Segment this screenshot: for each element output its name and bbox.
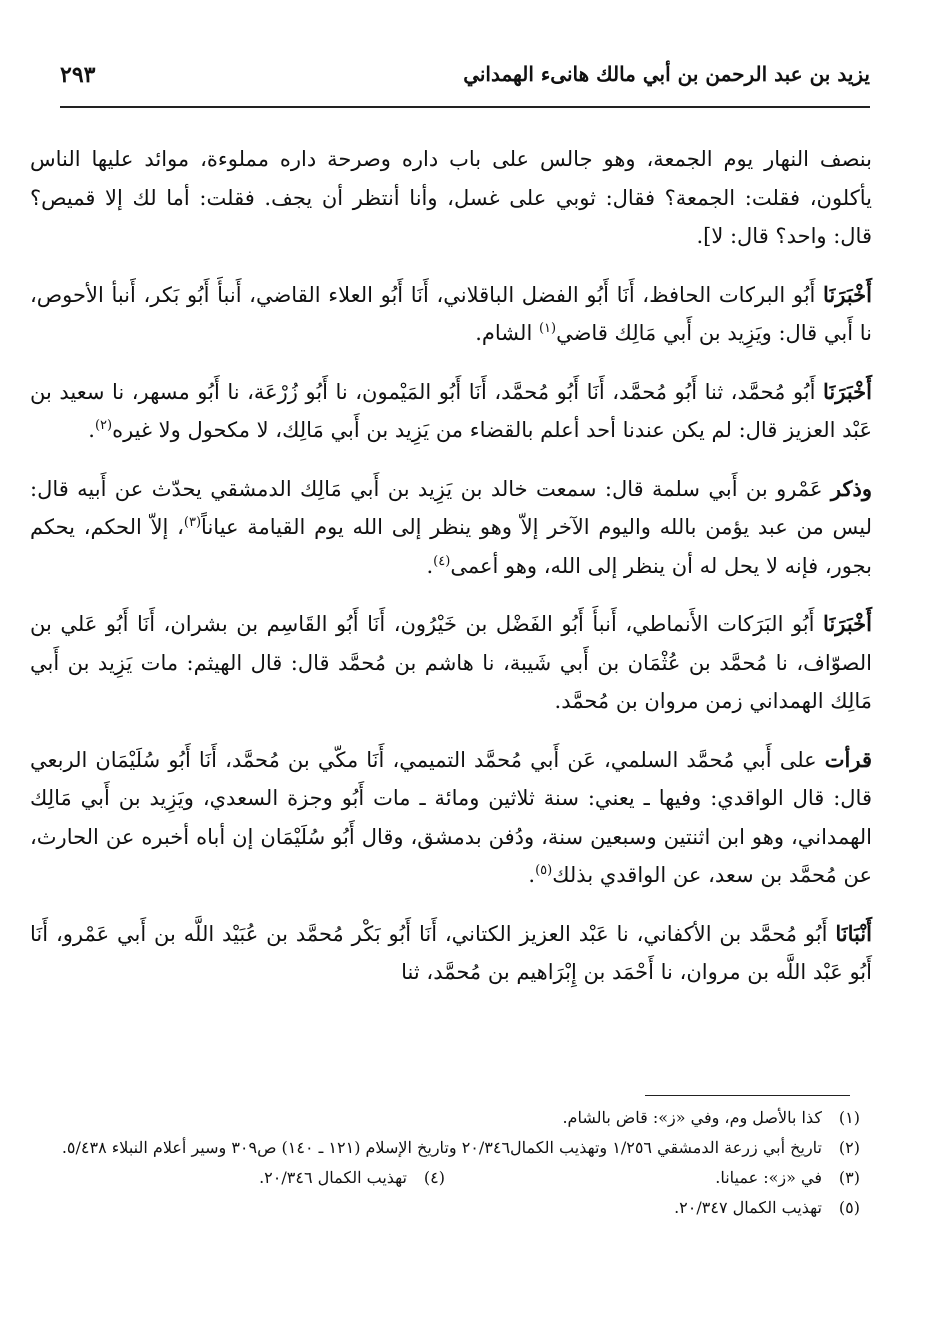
paragraph-text-tail: . bbox=[88, 418, 95, 442]
paragraph-text: بنصف النهار يوم الجمعة، وهو جالس على باب داره وصرحة داره مملوءة، موائد عليها الناس يأكلون، فقلت: الجمعة؟ فقال: ثوبي على غسل، وأنا أنتظر أن يجف. فقلت: أما لك إلا قميص؟ قال: واحد؟ قال: لا]. bbox=[30, 147, 872, 248]
paragraph-text: أَبُو مُحمَّد، ثنا أَبُو مُحمَّد، أَنَا أَبُو مُحمَّد، أَنَا أَبُو المَيْمون، نا أَبُو زُرْعَة، نا أَبُو مسهر، نا سعيد بن عَبْد العزيز قال: لم يكن عندنا أحد أعلم بالقضاء من يَزِيد بن أَبي مَالِك، لا مكحول ولا غيره bbox=[30, 379, 872, 442]
footnote-3 bbox=[445, 1163, 860, 1193]
paragraph bbox=[30, 605, 872, 721]
paragraph-text-tail: . bbox=[426, 553, 434, 578]
running-title: يزيد بن عبد الرحمن بن أبي مالك هانىء الهمداني bbox=[463, 62, 870, 86]
page-header bbox=[60, 62, 870, 102]
main-text bbox=[30, 140, 872, 1012]
paragraph-text-middle: ، إلاّ الحكم، يحكم بجور، فإنه لا يحل له أن ينظر إلى الله، وهو أعمى bbox=[30, 515, 872, 578]
paragraph-lead-word: قرأت bbox=[824, 746, 872, 772]
paragraph-text: أَبُو البَرَكات الأَنماطي، أَنبأَ أَبُو الفَضْل بن خَيْرُون، أَنَا أَبُو القَاسِم بن بشران، أَنَا أَبُو عَلي بن الصوّاف، نا مُحمَّد بن عُثْمَان بن أَبي شَيبة، نا هاشم بن مُحمَّد قال: قال الهيثم: مات يَزِيد بن أَبي مَالِك الهمداني زمن مروان بن مُحمَّد. bbox=[30, 612, 872, 713]
page-number: ٢٩٣ bbox=[60, 62, 96, 88]
footnote-number: (٥) bbox=[838, 1198, 860, 1217]
paragraph-text-tail: . bbox=[528, 863, 536, 887]
footnote-text: تاريخ أبي زرعة الدمشقي ١/٢٥٦ وتهذيب الكمال٢٠/٣٤٦ وتاريخ الإسلام (١٢١ ـ ١٤٠) ص٣٠٩ وسير أعلام النبلاء ٥/٤٣٨. bbox=[61, 1138, 822, 1157]
footnote-text: تهذيب الكمال ٢٠/٣٤٧. bbox=[674, 1198, 822, 1217]
paragraph bbox=[30, 140, 872, 256]
paragraph bbox=[30, 915, 872, 992]
footnote-number: (١) bbox=[838, 1108, 860, 1127]
paragraph bbox=[30, 373, 872, 450]
paragraph-text: على أَبي مُحمَّد السلمي، عَن أَبي مُحمَّد التميمي، أَنَا مكّي بن مُحمَّد، أَنَا أَبُو سُلَيْمَان الربعي قال: قال الواقدي: وفيها ـ يعني: سنة ثلاثين ومائة ـ مات أَبُو وجزة السعدي، ويَزِيد بن أَبي مَالِك الهمداني، وهو ابن اثنتين وسبعين سنة، ودُفن بدمشق، وقال أَبُو سُلَيْمَان إن أباه أخبره عن الحارث، عن مُحمَّد بن سعد، عن الواقدي بذلك bbox=[30, 747, 872, 887]
paragraph-text: أَبُو مُحمَّد بن الأكفاني، نا عَبْد العزيز الكتاني، أَنَا أَبُو بَكْر مُحمَّد بن عُبَيْد اللَّه بن أَبي عَمْرو، أَنَا أَبُو عَبْد اللَّه بن مروان، نا أَحْمَد بن إِبْرَاهيم بن مُحمَّد، ثنا bbox=[30, 921, 872, 984]
paragraph bbox=[30, 470, 872, 586]
footnote-marker[interactable]: (٢) bbox=[94, 418, 113, 433]
paragraph-lead-word: أَخْبَرَنَا bbox=[823, 378, 872, 404]
footnote-4 bbox=[30, 1163, 445, 1193]
paragraph-lead-word: وذكر bbox=[830, 475, 872, 501]
paragraph-lead-word: أَخْبَرَنَا bbox=[823, 281, 872, 307]
paragraph-lead-word: أَنْبَانَا bbox=[835, 920, 872, 946]
footnote-marker[interactable]: (٤) bbox=[433, 553, 451, 569]
header-rule bbox=[60, 106, 870, 108]
footnote-marker[interactable]: (١) bbox=[538, 321, 557, 336]
footnote-text: في «ز»: عميانا. bbox=[715, 1168, 822, 1187]
paragraph bbox=[30, 741, 872, 895]
footnotes bbox=[30, 1103, 860, 1223]
footnote-2 bbox=[30, 1133, 860, 1163]
footnote-number: (٣) bbox=[838, 1168, 860, 1187]
footnote-number: (٢) bbox=[838, 1138, 860, 1157]
paragraph-text: أَبُو البركات الحافظ، أَنَا أَبُو الفضل الباقلاني، أَنَا أَبُو العلاء القاضي، أَنبأَ أَبُو بَكر، أَنبأ الأحوص، نا أَبي قال: ويَزِيد بن أَبي مَالِك قاضي bbox=[30, 282, 872, 345]
footnote-text: تهذيب الكمال ٢٠/٣٤٦. bbox=[259, 1168, 407, 1187]
paragraph bbox=[30, 276, 872, 353]
footnote-marker[interactable]: (٣) bbox=[183, 515, 202, 530]
paragraph-text: عَمْرو بن أَبي سلمة قال: سمعت خالد بن يَزِيد بن أَبي مَالِك الدمشقي يحدّث عن أَبيه قال: ليس من عبد يؤمن بالله واليوم الآخر إلاّ وهو ينظر إلى الله يوم القيامة عياناً bbox=[30, 476, 872, 539]
paragraph-text-tail: الشام. bbox=[475, 321, 539, 345]
footnote-5 bbox=[30, 1193, 860, 1223]
footnote-separator bbox=[645, 1095, 850, 1096]
paragraph-lead-word: أَخْبَرَنَا bbox=[823, 611, 872, 636]
footnote-1 bbox=[30, 1103, 860, 1133]
footnote-number: (٤) bbox=[423, 1168, 445, 1187]
footnote-text: كذا بالأصل وم، وفي «ز»: قاض بالشام. bbox=[562, 1108, 822, 1127]
footnote-row bbox=[30, 1163, 860, 1193]
footnote-marker[interactable]: (٥) bbox=[535, 863, 553, 878]
